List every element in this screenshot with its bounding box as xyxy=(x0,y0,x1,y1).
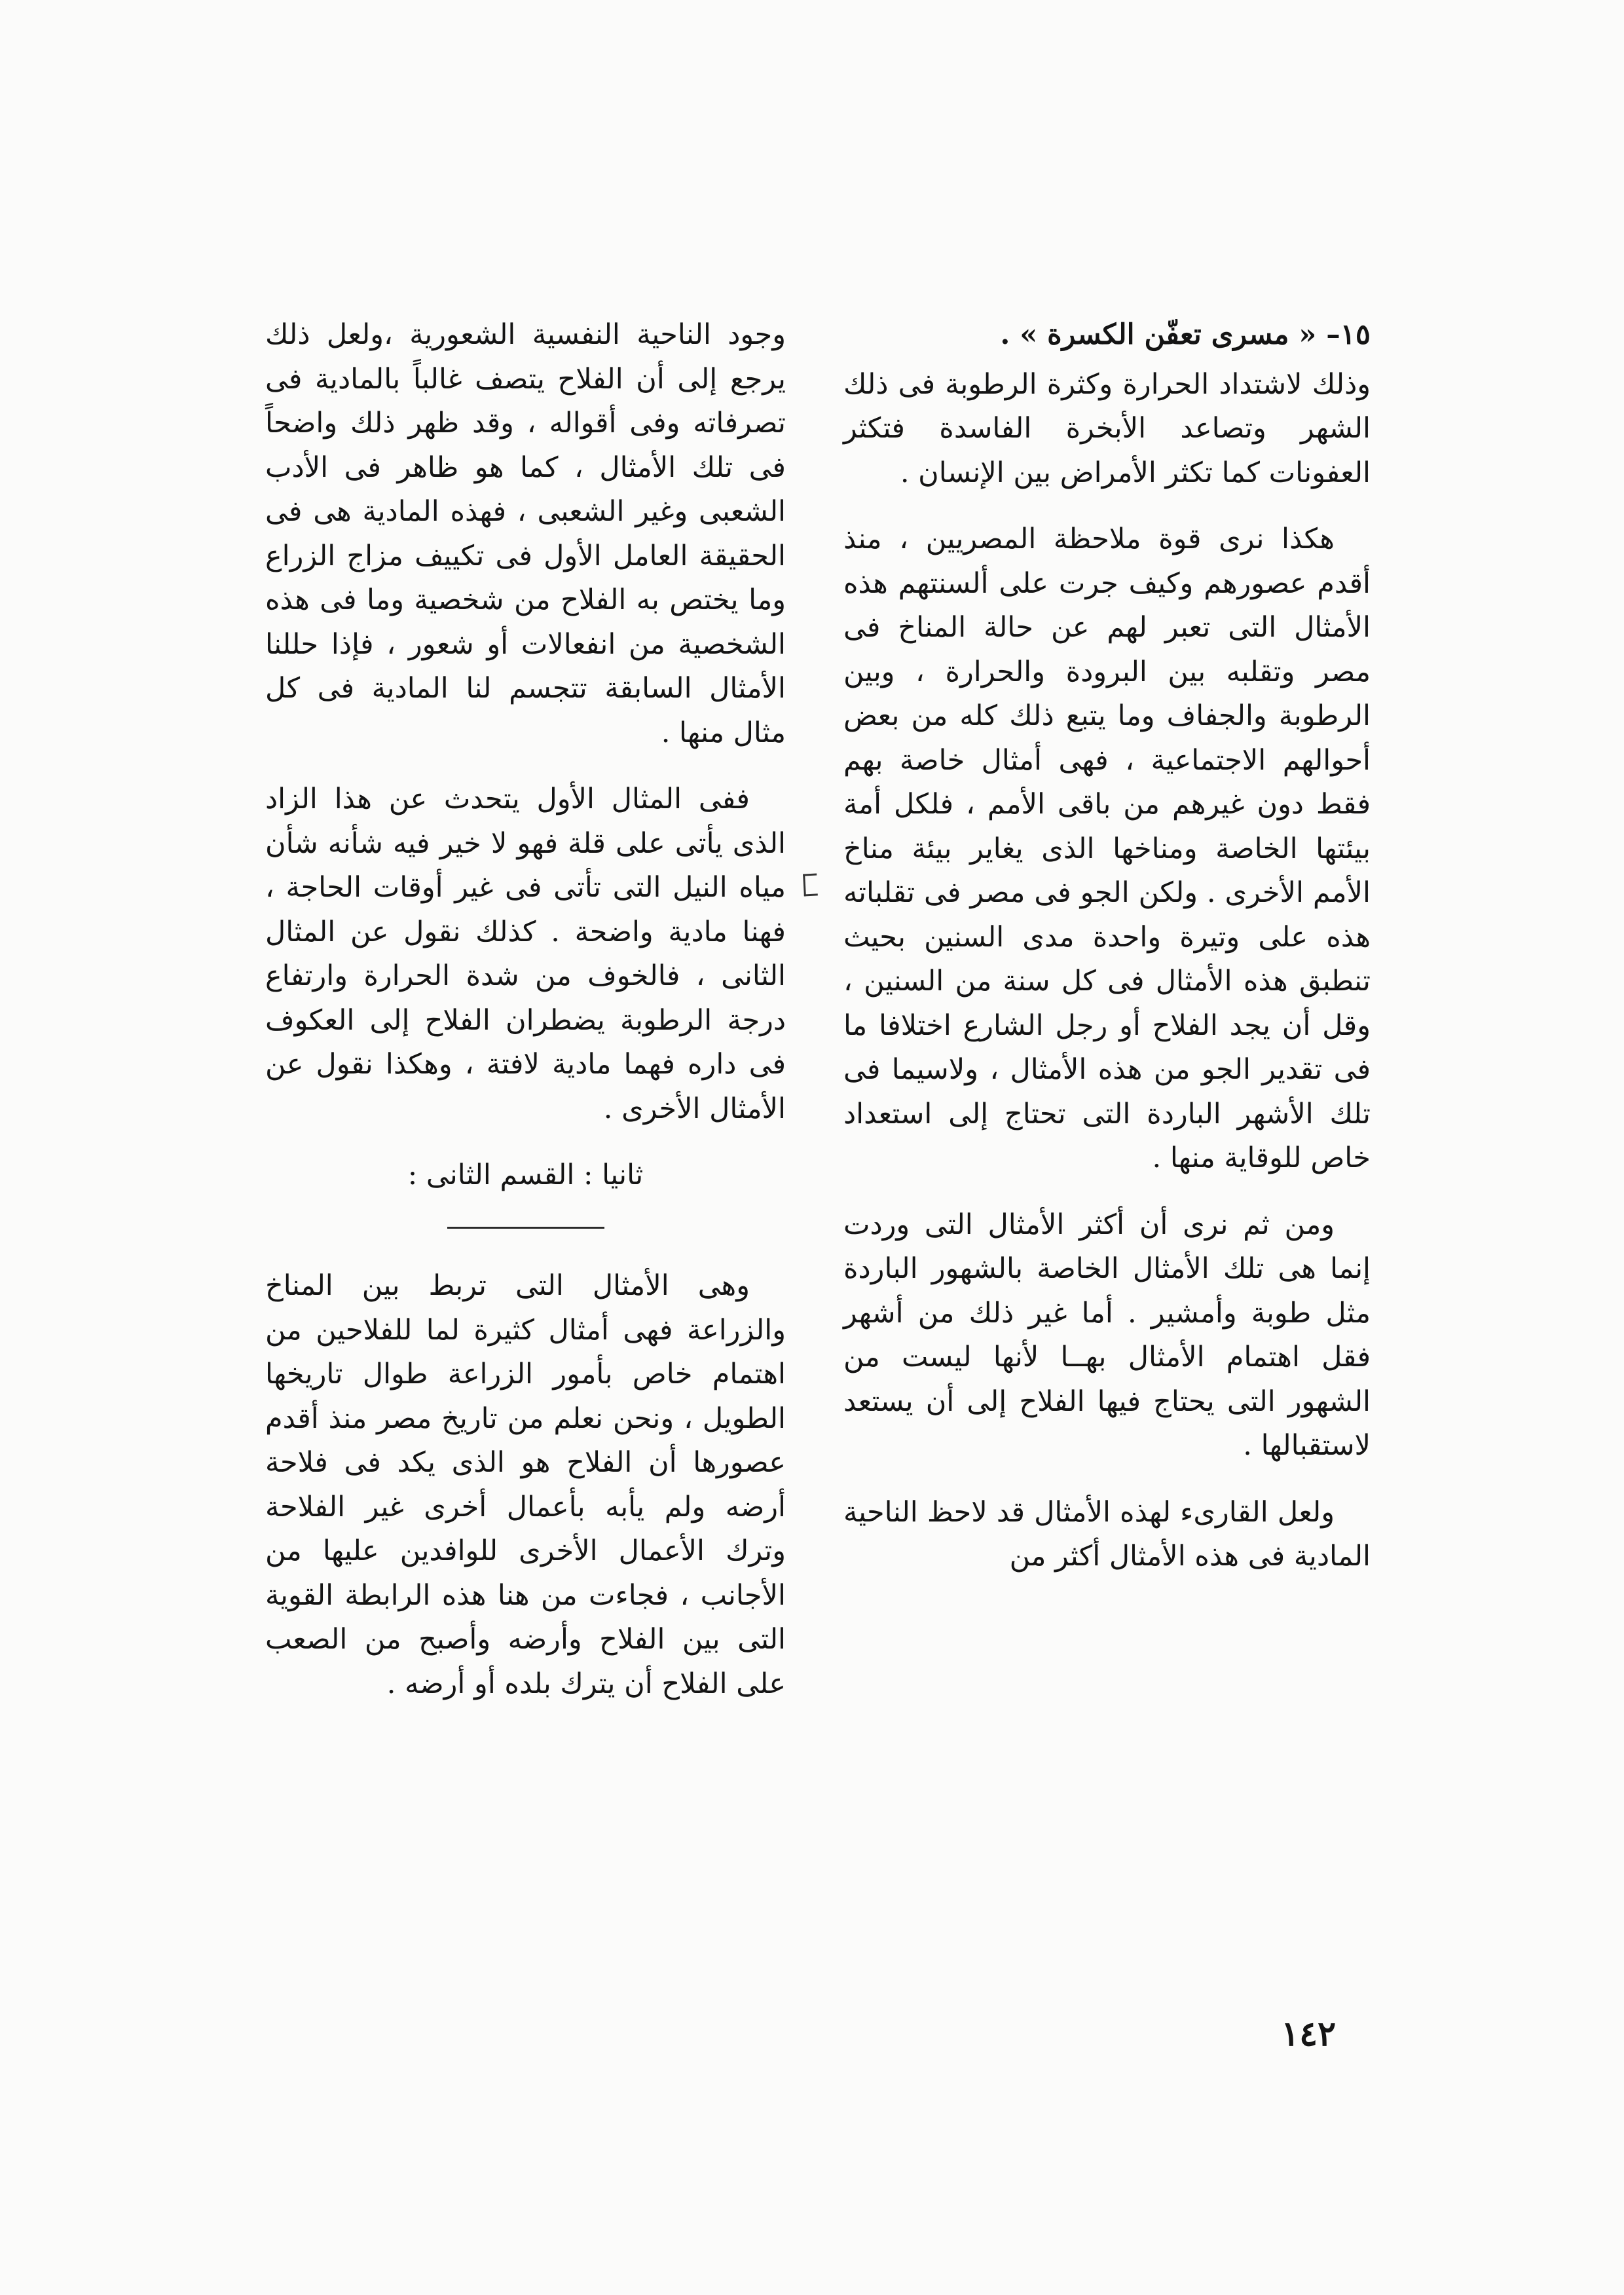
left-text-column xyxy=(265,313,786,1728)
section-heading xyxy=(265,1153,786,1242)
section-heading-text: ثانيا : القسم الثانى : xyxy=(407,1159,644,1191)
paragraph-right-3: ومن ثم نرى أن أكثر الأمثال التى وردت إنما هى تلك الأمثال الخاصة بالشهور الباردة مثل طوبة وأمشير . أما غير ذلك من أشهر فقل اهتمام الأمثال بهــا لأنها ليست من الشهور التى يحتاج فيها الفلاح إلى أن يستعد لاستقبالها . xyxy=(843,1208,1371,1462)
paragraph-right-4: ولعل القارىء لهذه الأمثال قد لاحظ الناحية المادية فى هذه الأمثال أكثر من xyxy=(843,1495,1371,1573)
page-number: ١٤٢ xyxy=(1281,2014,1336,2054)
right-text-column xyxy=(843,313,1371,1601)
paragraph-left-1: وجود الناحية النفسية الشعورية ،ولعل ذلك يرجع إلى أن الفلاح يتصف غالباً بالمادية فى تصرفاته وفى أقواله ، وقد ظهر ذلك واضحاً فى تلك الأمثال ، كما هو ظاهر فى الأدب الشعبى وغير الشعبى ، فهذه المادية هى فى الحقيقة العامل الأول فى تكييف مزاج الزراع وما يختص به الفلاح من شخصية وما فى هذه الشخصية من انفعالات أو شعور ، فإذا حللنا الأمثال السابقة تتجسم لنا المادية فى كل مثال منها . xyxy=(265,318,786,749)
proverb-heading: ١٥– « مسرى تعفّن الكسرة » . xyxy=(1000,318,1371,351)
paragraph-left-2: ففى المثال الأول يتحدث عن هذا الزاد الذى يأتى على قلة فهو لا خير فيه شأنه شأن مياه النيل التى تأتى فى غير أوقات الحاجة ، فهنا مادية واضحة . كذلك نقول عن المثال الثانى ، فالخوف من شدة الحرارة وارتفاع درجة الرطوبة يضطران الفلاح إلى العكوف فى داره فهما مادية لافتة ، وهكذا نقول عن الأمثال الأخرى . xyxy=(265,783,786,1125)
paragraph-right-2: هكذا نرى قوة ملاحظة المصريين ، منذ أقدم عصورهم وكيف جرت على ألسنتهم هذه الأمثال التى تعبر لهم عن حالة المناخ فى مصر وتقلبه بين البرودة والحرارة ، وبين الرطوبة والجفاف وما يتبع ذلك كله من بعض أحوالهم الاجتماعية ، فهى أمثال خاصة بهم فقط دون غيرهم من باقى الأمم ، فلكل أمة بيئتها الخاصة ومناخها الذى يغاير بيئة مناخ الأمم الأخرى . ولكن الجو فى مصر فى تقلباته هذه على وتيرة واحدة مدى السنين بحيث تنطبق هذه الأمثال فى كل سنة من السنين ، وقل أن يجد الفلاح أو رجل الشارع اختلافا ما فى تقدير الجو من هذه الأمثال ، ولاسيما فى تلك الأشهر الباردة التى تحتاج إلى استعداد خاص للوقاية منها . xyxy=(843,523,1371,1174)
print-bracket-mark xyxy=(803,873,818,896)
section-heading-underline xyxy=(447,1227,604,1229)
paragraph-left-3: وهى الأمثال التى تربط بين المناخ والزراعة فهى أمثال كثيرة لما للفلاحين من اهتمام خاص بأمور الزراعة طوال تاريخها الطويل ، ونحن نعلم من تاريخ مصر منذ أقدم عصورها أن الفلاح هو الذى يكد فى فلاحة أرضه ولم يأبه بأعمال أخرى غير الفلاحة وترك الأعمال الأخرى للوافدين عليها من الأجانب ، فجاءت من هنا هذه الرابطة القوية التى بين الفلاح وأرضه وأصبح من الصعب على الفلاح أن يترك بلده أو أرضه . xyxy=(265,1269,786,1700)
paragraph-right-1: وذلك لاشتداد الحرارة وكثرة الرطوبة فى ذلك الشهر وتصاعد الأبخرة الفاسدة فتكثر العفونات كما تكثر الأمراض بين الإنسان . xyxy=(843,367,1371,489)
